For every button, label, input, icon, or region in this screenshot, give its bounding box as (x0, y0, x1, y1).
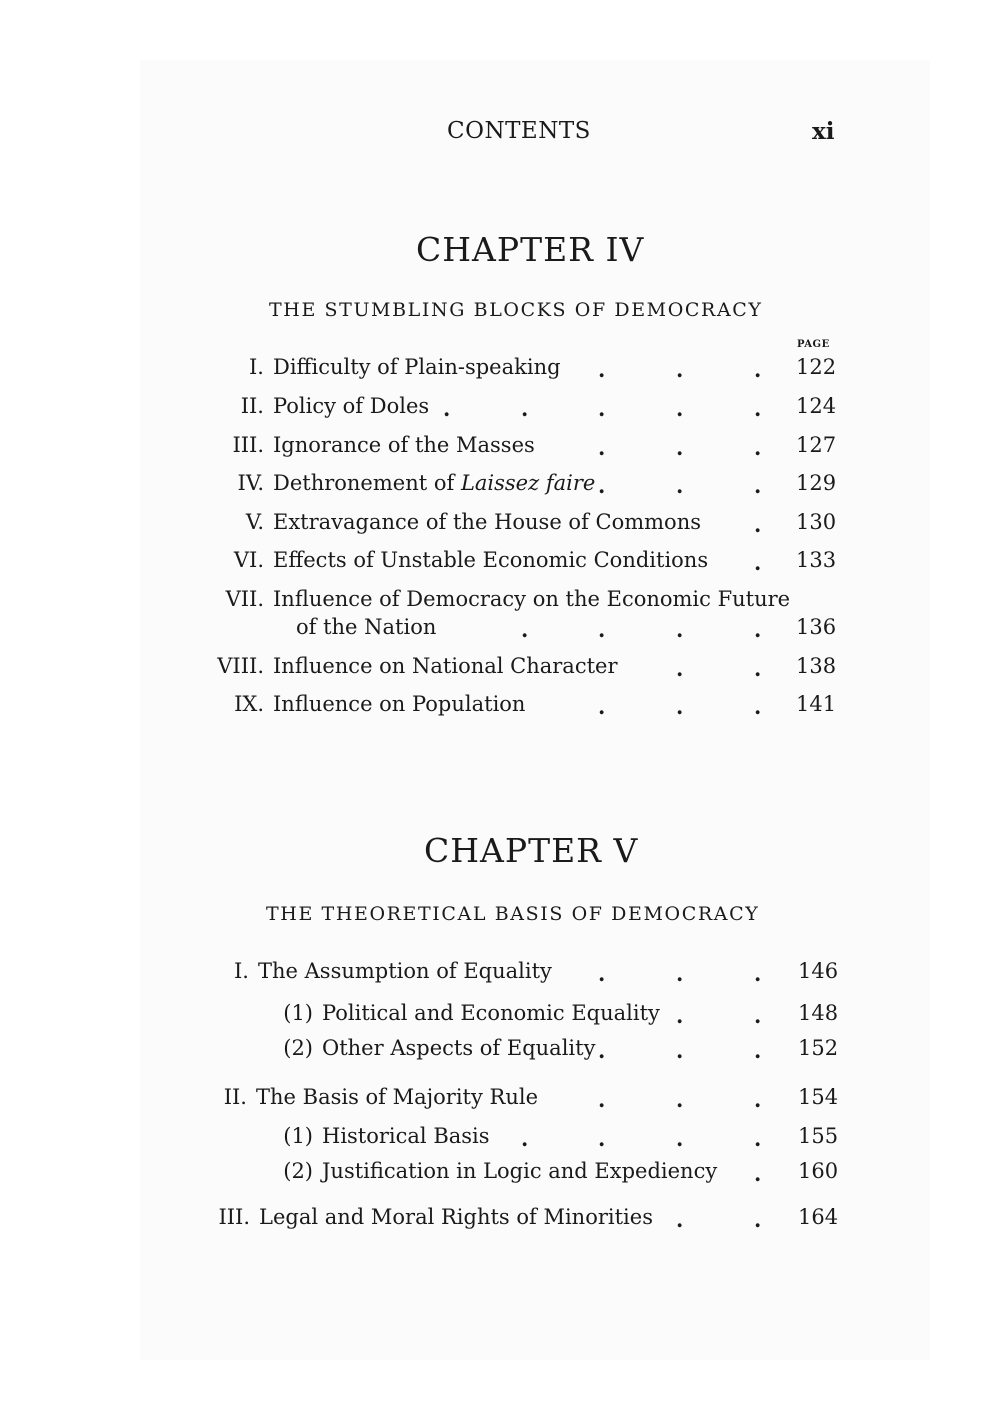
entry-number: V. (245, 510, 264, 534)
entry-title: Effects of Unstable Economic Conditions (273, 548, 709, 572)
leader-dot: . (676, 1126, 684, 1151)
entry-page: 127 (796, 433, 837, 457)
entry-number: (1) (283, 1001, 313, 1025)
entry-page: 136 (796, 615, 837, 639)
leader-dot: . (598, 1038, 606, 1063)
entry-number: VIII. (217, 654, 264, 678)
entry-number: (2) (283, 1159, 313, 1183)
leader-dot: . (754, 396, 762, 421)
entry-page: 154 (798, 1085, 839, 1109)
leader-dot: . (598, 473, 606, 498)
entry-title-text: Dethronement of (273, 471, 461, 495)
leader-dot: . (676, 357, 684, 382)
leader-dot: . (598, 357, 606, 382)
leader-dot: . (676, 1038, 684, 1063)
entry-page: 138 (796, 654, 837, 678)
entry-title-italic: Laissez faire (460, 471, 596, 495)
leader-dot: . (754, 1126, 762, 1151)
leader-dot: . (754, 961, 762, 986)
leader-dot: . (676, 961, 684, 986)
leader-dot: . (676, 1087, 684, 1112)
leader-dot: . (598, 435, 606, 460)
entry-title: The Assumption of Equality (258, 959, 552, 983)
entry-title: Legal and Moral Rights of Minorities (259, 1205, 653, 1229)
entry-title: The Basis of Majority Rule (256, 1085, 539, 1109)
leader-dot: . (754, 1161, 762, 1186)
entry-page: 155 (798, 1124, 839, 1148)
entry-page: 141 (796, 692, 837, 716)
leader-dot: . (598, 396, 606, 421)
leader-dot: . (598, 961, 606, 986)
entry-page: 146 (798, 959, 839, 983)
entry-title (273, 471, 595, 495)
entry-title: Difficulty of Plain-speaking (273, 355, 561, 379)
leader-dot: . (598, 1087, 606, 1112)
leader-dot: . (676, 396, 684, 421)
page-column-label: PAGE (797, 339, 830, 350)
entry-number: II. (223, 1085, 247, 1109)
leader-dot: . (754, 1207, 762, 1232)
entry-title: Influence on Population (273, 692, 526, 716)
leader-dot: . (521, 617, 529, 642)
entry-page: 122 (796, 355, 837, 379)
entry-title: Ignorance of the Masses (273, 433, 535, 457)
entry-number: III. (232, 433, 264, 457)
entry-title: Extravagance of the House of Commons (273, 510, 701, 534)
leader-dot: . (443, 396, 451, 421)
leader-dot: . (754, 1003, 762, 1028)
running-head: CONTENTS (447, 118, 591, 144)
entry-page: 130 (796, 510, 837, 534)
leader-dot: . (521, 396, 529, 421)
leader-dot: . (754, 617, 762, 642)
leader-dot: . (676, 473, 684, 498)
entry-number: IV. (237, 471, 264, 495)
entry-page: 160 (798, 1159, 839, 1183)
chapter-4-title: CHAPTER IV (416, 230, 645, 269)
entry-title: Influence of Democracy on the Economic Future (273, 587, 791, 611)
entry-title-continued: of the Nation (296, 615, 437, 639)
leader-dot: . (754, 694, 762, 719)
entry-number: I. (249, 355, 264, 379)
leader-dot: . (676, 1207, 684, 1232)
entry-page: 148 (798, 1001, 839, 1025)
entry-page: 164 (798, 1205, 839, 1229)
leader-dot: . (754, 550, 762, 575)
entry-title: Political and Economic Equality (322, 1001, 660, 1025)
leader-dot: . (598, 694, 606, 719)
leader-dot: . (754, 435, 762, 460)
leader-dot: . (676, 694, 684, 719)
leader-dot: . (676, 1003, 684, 1028)
leader-dot: . (754, 512, 762, 537)
entry-page: 133 (796, 548, 837, 572)
page-number: xi (812, 118, 835, 145)
chapter-5-title: CHAPTER V (424, 831, 639, 870)
entry-title: Influence on National Character (273, 654, 618, 678)
entry-title: Policy of Doles (273, 394, 430, 418)
leader-dot: . (598, 1126, 606, 1151)
entry-number: (1) (283, 1124, 313, 1148)
leader-dot: . (676, 617, 684, 642)
entry-title: Historical Basis (322, 1124, 490, 1148)
leader-dot: . (676, 656, 684, 681)
entry-page: 152 (798, 1036, 839, 1060)
entry-number: III. (218, 1205, 250, 1229)
entry-page: 129 (796, 471, 837, 495)
entry-number: (2) (283, 1036, 313, 1060)
leader-dot: . (754, 357, 762, 382)
entry-number: VI. (233, 548, 264, 572)
entry-number: VII. (225, 587, 264, 611)
chapter-5-subtitle: THE THEORETICAL BASIS OF DEMOCRACY (266, 903, 760, 925)
leader-dot: . (754, 1087, 762, 1112)
leader-dot: . (754, 1038, 762, 1063)
entry-number: II. (240, 394, 264, 418)
entry-title: Justification in Logic and Expediency (322, 1159, 718, 1183)
entry-number: IX. (234, 692, 264, 716)
leader-dot: . (676, 435, 684, 460)
leader-dot: . (754, 473, 762, 498)
entry-page: 124 (796, 394, 837, 418)
entry-title: Other Aspects of Equality (322, 1036, 596, 1060)
entry-number: I. (234, 959, 249, 983)
chapter-4-subtitle: THE STUMBLING BLOCKS OF DEMOCRACY (269, 299, 763, 321)
leader-dot: . (598, 617, 606, 642)
leader-dot: . (521, 1126, 529, 1151)
leader-dot: . (754, 656, 762, 681)
